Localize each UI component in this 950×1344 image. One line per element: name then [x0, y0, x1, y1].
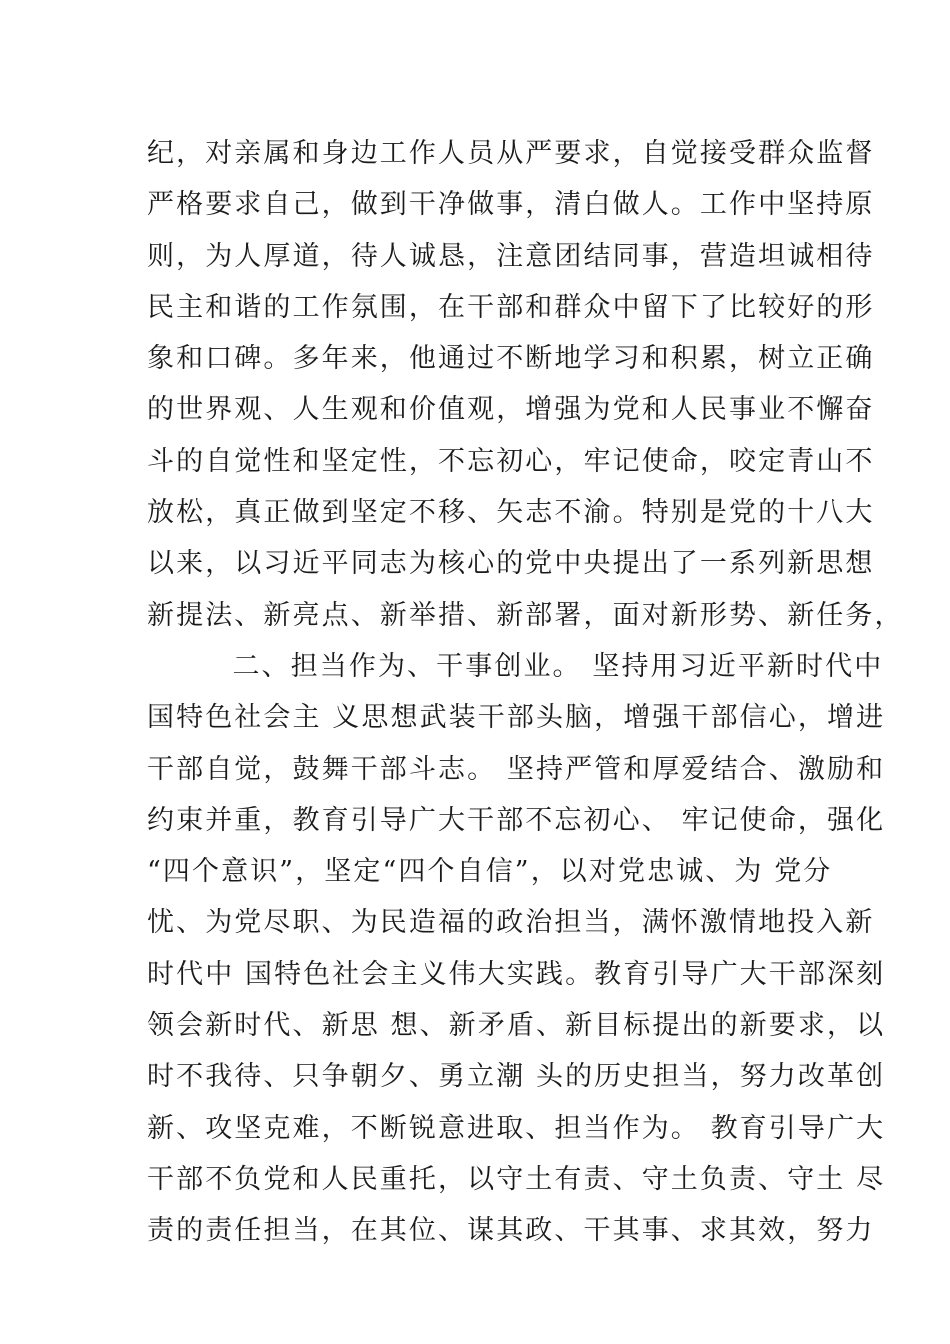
- text-line: 斗的自觉性和坚定性，不忘初心，牢记使命，咬定青山不: [147, 445, 875, 477]
- text-line: 新提法、新亮点、新举措、新部署，面对新形势、新任务，: [147, 599, 904, 631]
- text-line: 严格要求自己，做到干净做事，清白做人。工作中坚持原: [147, 189, 875, 221]
- text-line: 约束并重，教育引导广大干部不忘初心、 牢记使命，强化: [147, 804, 886, 836]
- text-line: 的世界观、人生观和价值观，增强为党和人民事业不懈奋: [147, 394, 875, 426]
- text-line: 时不我待、只争朝夕、勇立潮 头的历史担当，努力改革创: [147, 1061, 886, 1093]
- text-line: 以来，以习近平同志为核心的党中央提出了一系列新思想: [147, 548, 875, 580]
- text-line: 则，为人厚道，待人诚恳，注意团结同事，营造坦诚相待: [147, 240, 875, 272]
- text-line: 新、攻坚克难，不断锐意进取、担当作为。 教育引导广大: [147, 1112, 886, 1144]
- text-line: 国特色社会主 义思想武装干部头脑，增强干部信心，增进: [147, 702, 886, 734]
- text-line: 纪，对亲属和身边工作人员从严要求，自觉接受群众监督: [147, 138, 875, 169]
- text-line: 干部自觉，鼓舞干部斗志。 坚持严管和厚爱结合、激励和: [147, 753, 886, 785]
- text-line: 象和口碑。多年来，他通过不断地学习和积累，树立正确: [147, 343, 875, 375]
- body-text: [147, 128, 904, 1257]
- text-line: 民主和谐的工作氛围，在干部和群众中留下了比较好的形: [147, 291, 875, 323]
- text-line: 干部不负党和人民重托，以守土有责、守土负责、守土 尽: [147, 1163, 886, 1195]
- section-heading-line: 二、担当作为、干事创业。 坚持用习近平新时代中: [147, 650, 884, 682]
- text-line: 领会新时代、新思 想、新矛盾、新目标提出的新要求，以: [147, 1010, 886, 1042]
- text-line: 放松，真正做到坚定不移、矢志不渝。特别是党的十八大: [147, 497, 875, 529]
- text-line: “四个意识”，坚定“四个自信”，以对党忠诚、为 党分: [147, 856, 833, 888]
- text-line: 责的责任担当，在其位、谋其政、干其事、求其效，努力: [147, 1215, 875, 1247]
- text-line: 忧、为党尽职、为民造福的政治担当，满怀激情地投入新: [147, 907, 875, 939]
- text-line: 时代中 国特色社会主义伟大实践。教育引导广大干部深刻: [147, 958, 886, 990]
